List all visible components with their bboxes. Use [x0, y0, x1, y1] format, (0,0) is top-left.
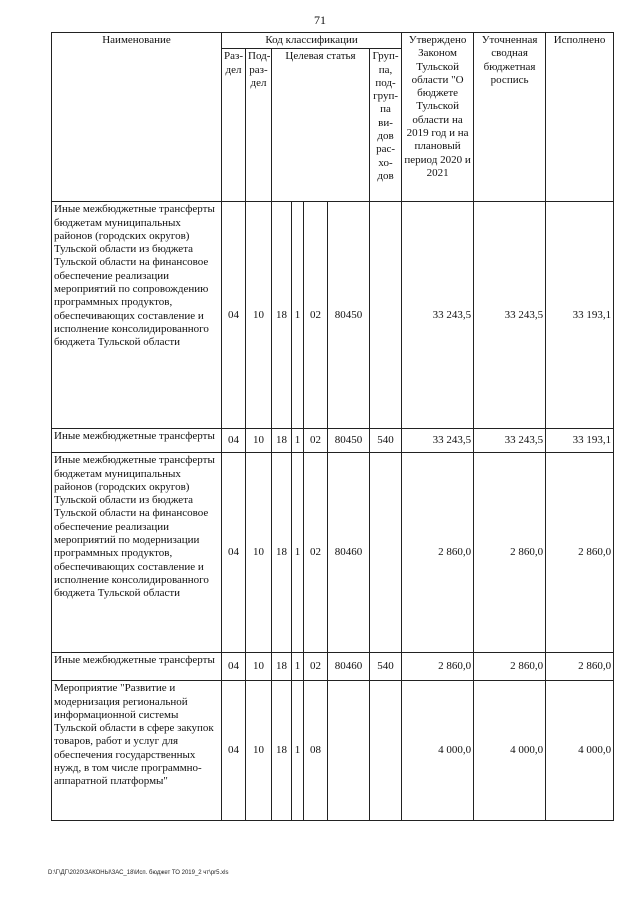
row-section: 04 — [222, 653, 246, 681]
row-target-subprogram: 1 — [292, 653, 304, 681]
row-target-direction: 80460 — [328, 453, 370, 653]
row-approved: 4 000,0 — [402, 681, 474, 821]
row-section: 04 — [222, 681, 246, 821]
row-name: Иные межбюджетные трансферты бюджетам муниципальных районов (городских округов) Тульской области из бюджета Тульской области на финансовое обеспечение реализации мероприятий по модернизации программных продуктов, обеспечивающих составление и исполнение консолидированного бюджета Тульской области — [52, 453, 222, 653]
row-expense-group — [370, 453, 402, 653]
row-target-direction: 80450 — [328, 202, 370, 429]
row-target-direction — [328, 681, 370, 821]
row-target-direction: 80460 — [328, 653, 370, 681]
row-target-program: 18 — [272, 681, 292, 821]
row-target-event: 02 — [304, 429, 328, 453]
row-executed: 2 860,0 — [546, 453, 614, 653]
row-name: Иные межбюджетные трансферты — [52, 429, 222, 453]
row-target-subprogram: 1 — [292, 429, 304, 453]
row-refined: 33 243,5 — [474, 202, 546, 429]
row-target-event: 02 — [304, 453, 328, 653]
table-row — [52, 653, 614, 681]
table-row — [52, 453, 614, 653]
row-approved: 33 243,5 — [402, 202, 474, 429]
table-row — [52, 681, 614, 821]
header-target-article: Целевая статья — [272, 49, 370, 202]
row-section: 04 — [222, 429, 246, 453]
header-refined: Уточненная сводная бюджетная роспись — [474, 33, 546, 202]
row-expense-group: 540 — [370, 429, 402, 453]
row-approved: 2 860,0 — [402, 453, 474, 653]
row-subsection: 10 — [246, 202, 272, 429]
row-refined: 2 860,0 — [474, 653, 546, 681]
row-target-event: 02 — [304, 653, 328, 681]
row-refined: 33 243,5 — [474, 429, 546, 453]
row-approved: 33 243,5 — [402, 429, 474, 453]
row-target-program: 18 — [272, 429, 292, 453]
table-row — [52, 202, 614, 429]
row-subsection: 10 — [246, 653, 272, 681]
header-approved: Утверждено Законом Тульской области "О бюджете Тульской области на 2019 год и на плановый период 2020 и 2021 — [402, 33, 474, 202]
row-target-program: 18 — [272, 653, 292, 681]
row-target-subprogram: 1 — [292, 202, 304, 429]
header-classification: Код классификации — [222, 33, 402, 49]
row-section: 04 — [222, 453, 246, 653]
row-approved: 2 860,0 — [402, 653, 474, 681]
page-number: 71 — [314, 13, 326, 27]
row-subsection: 10 — [246, 681, 272, 821]
row-subsection: 10 — [246, 429, 272, 453]
row-executed: 33 193,1 — [546, 429, 614, 453]
row-name: Иные межбюджетные трансферты бюджетам муниципальных районов (городских округов) Тульской области из бюджета Тульской области на финансовое обеспечение реализации мероприятий по сопровождению программных продуктов, обеспечивающих составление и исполнение консолидированного бюджета Тульской области — [52, 202, 222, 429]
row-expense-group — [370, 202, 402, 429]
row-subsection: 10 — [246, 453, 272, 653]
row-expense-group — [370, 681, 402, 821]
header-name: Наименование — [52, 33, 222, 202]
row-target-event: 02 — [304, 202, 328, 429]
budget-table — [51, 32, 614, 821]
header-expense-group: Груп- па, под- груп- па ви- дов рас- хо- дов — [370, 49, 402, 202]
header-section: Раз- дел — [222, 49, 246, 202]
row-section: 04 — [222, 202, 246, 429]
row-refined: 4 000,0 — [474, 681, 546, 821]
row-target-direction: 80450 — [328, 429, 370, 453]
row-name: Иные межбюджетные трансферты — [52, 653, 222, 681]
row-name: Мероприятие "Развитие и модернизация региональной информационной системы Тульской области в сфере закупок товаров, работ и услуг для обеспечения государственных нужд, в том числе программно-аппаратной платформы" — [52, 681, 222, 821]
row-refined: 2 860,0 — [474, 453, 546, 653]
row-target-subprogram: 1 — [292, 453, 304, 653]
header-executed: Исполнено — [546, 33, 614, 202]
table-header — [52, 33, 614, 202]
row-target-event: 08 — [304, 681, 328, 821]
row-target-subprogram: 1 — [292, 681, 304, 821]
row-expense-group: 540 — [370, 653, 402, 681]
table-body — [52, 202, 614, 821]
row-executed: 2 860,0 — [546, 653, 614, 681]
table-row — [52, 429, 614, 453]
header-subsection: Под- раз- дел — [246, 49, 272, 202]
row-executed: 4 000,0 — [546, 681, 614, 821]
row-target-program: 18 — [272, 202, 292, 429]
file-path-footer: D:\Г\ДГ\2020\ЗАКОНЫ\ЗАС_18\Исп. бюджет ТО 2019_2 чт\pr5.xls — [48, 870, 229, 876]
row-target-program: 18 — [272, 453, 292, 653]
row-executed: 33 193,1 — [546, 202, 614, 429]
